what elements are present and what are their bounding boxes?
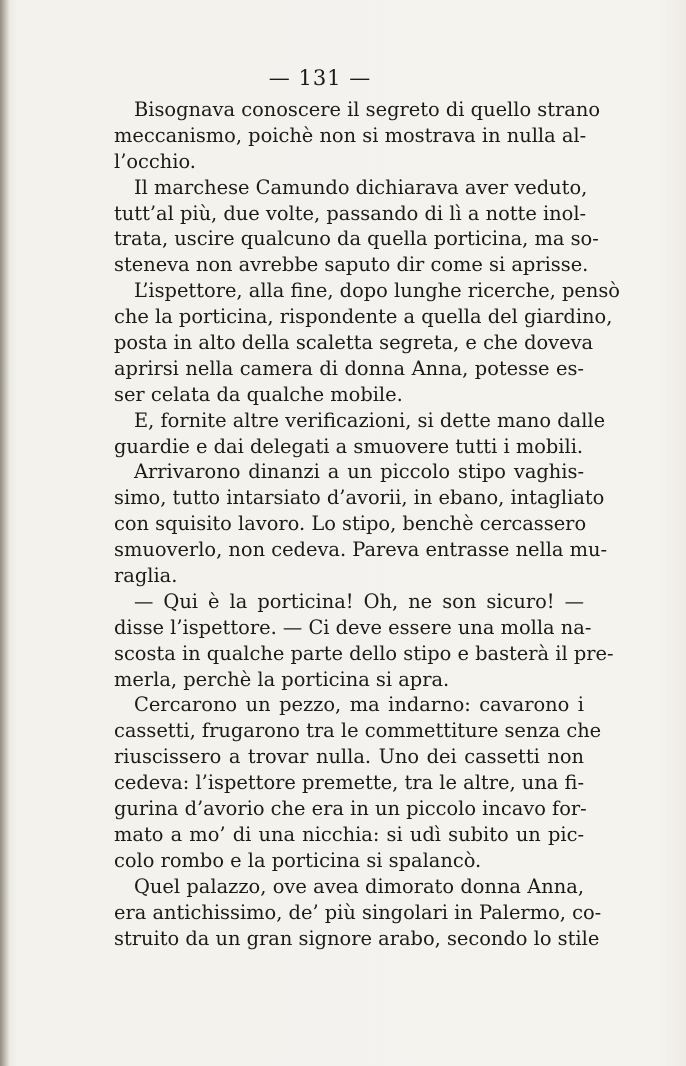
text-line: E, fornite altre verificazioni, si dette mano dalle [134, 408, 606, 432]
text-line: gurina d’avorio che era in un piccolo incavo for- [114, 797, 587, 821]
text-line: meccanismo, poichè non si mostrava in nulla al- [114, 123, 587, 147]
text-line: simo, tutto intarsiato d’avorii, in ebano, intagliato [114, 486, 605, 510]
text-line: ser celata da qualche mobile. [114, 382, 403, 406]
text-line: cedeva: l’ispettore premette, tra le altre, una fi- [114, 771, 584, 795]
text-line: trata, uscire qualcuno da quella porticina, ma so- [114, 227, 599, 251]
text-line: struito da un gran signore arabo, secondo lo stile [114, 926, 600, 950]
text-line: Quel palazzo, ove avea dimorato donna Anna, [134, 874, 584, 898]
page-number: — 131 — [268, 66, 372, 90]
spine-shadow [0, 0, 10, 1066]
text-line: era antichissimo, de’ più singolari in Palermo, co- [114, 900, 602, 924]
text-line: Arrivarono dinanzi a un piccolo stipo vaghis- [134, 460, 584, 484]
paragraph [114, 692, 602, 873]
text-line: merla, perchè la porticina si apra. [114, 667, 450, 691]
text-line: riuscissero a trovar nulla. Uno dei cassetti non [114, 745, 584, 769]
text-line: tutt’al più, due volte, passando di lì a notte inol- [114, 201, 587, 225]
text-line: steneva non avrebbe saputo dir come si aprisse. [114, 253, 589, 277]
paragraph [114, 459, 608, 588]
text-line: colo rombo e la porticina si spalancò. [114, 848, 482, 872]
text-line: guardie e dai delegati a smuovere tutti i mobili. [114, 434, 584, 458]
text-line: Il marchese Camundo dichiarava aver veduto, [134, 175, 588, 199]
text-line: con squisito lavoro. Lo stipo, benchè cercassero [114, 512, 587, 536]
text-line: mato a mo’ di una nicchia: si udì subito un pic- [114, 822, 584, 846]
text-line: posta in alto della scaletta segreta, e che doveva [114, 331, 594, 355]
text-line: che la porticina, rispondente a quella del giardino, [114, 305, 613, 329]
paragraph [114, 408, 606, 460]
text-line: scosta in qualche parte dello stipo e basterà il pre- [114, 641, 614, 665]
paragraph [114, 874, 602, 952]
paragraph [114, 589, 614, 693]
body-text [114, 97, 620, 951]
text-line: l’occhio. [114, 149, 196, 173]
text-line: Bisognava conoscere il segreto di quello strano [134, 98, 601, 121]
text-line: Cercarono un pezzo, ma indarno: cavarono i [134, 693, 584, 717]
paragraph [114, 175, 599, 279]
paragraph [114, 97, 601, 175]
text-line: — Qui è la porticina! Oh, ne son sicuro! — [134, 589, 584, 613]
text-line: raglia. [114, 564, 178, 588]
text-line: cassetti, frugarono tra le commettiture senza che [114, 719, 602, 743]
text-line: L’ispettore, alla fine, dopo lunghe ricerche, pensò [134, 279, 620, 303]
text-line: aprirsi nella camera di donna Anna, potesse es- [114, 356, 584, 380]
text-line: disse l’ispettore. — Ci deve essere una molla na- [114, 615, 592, 639]
text-line: smuoverlo, non cedeva. Pareva entrasse nella mu- [114, 538, 608, 562]
paragraph [114, 278, 620, 407]
